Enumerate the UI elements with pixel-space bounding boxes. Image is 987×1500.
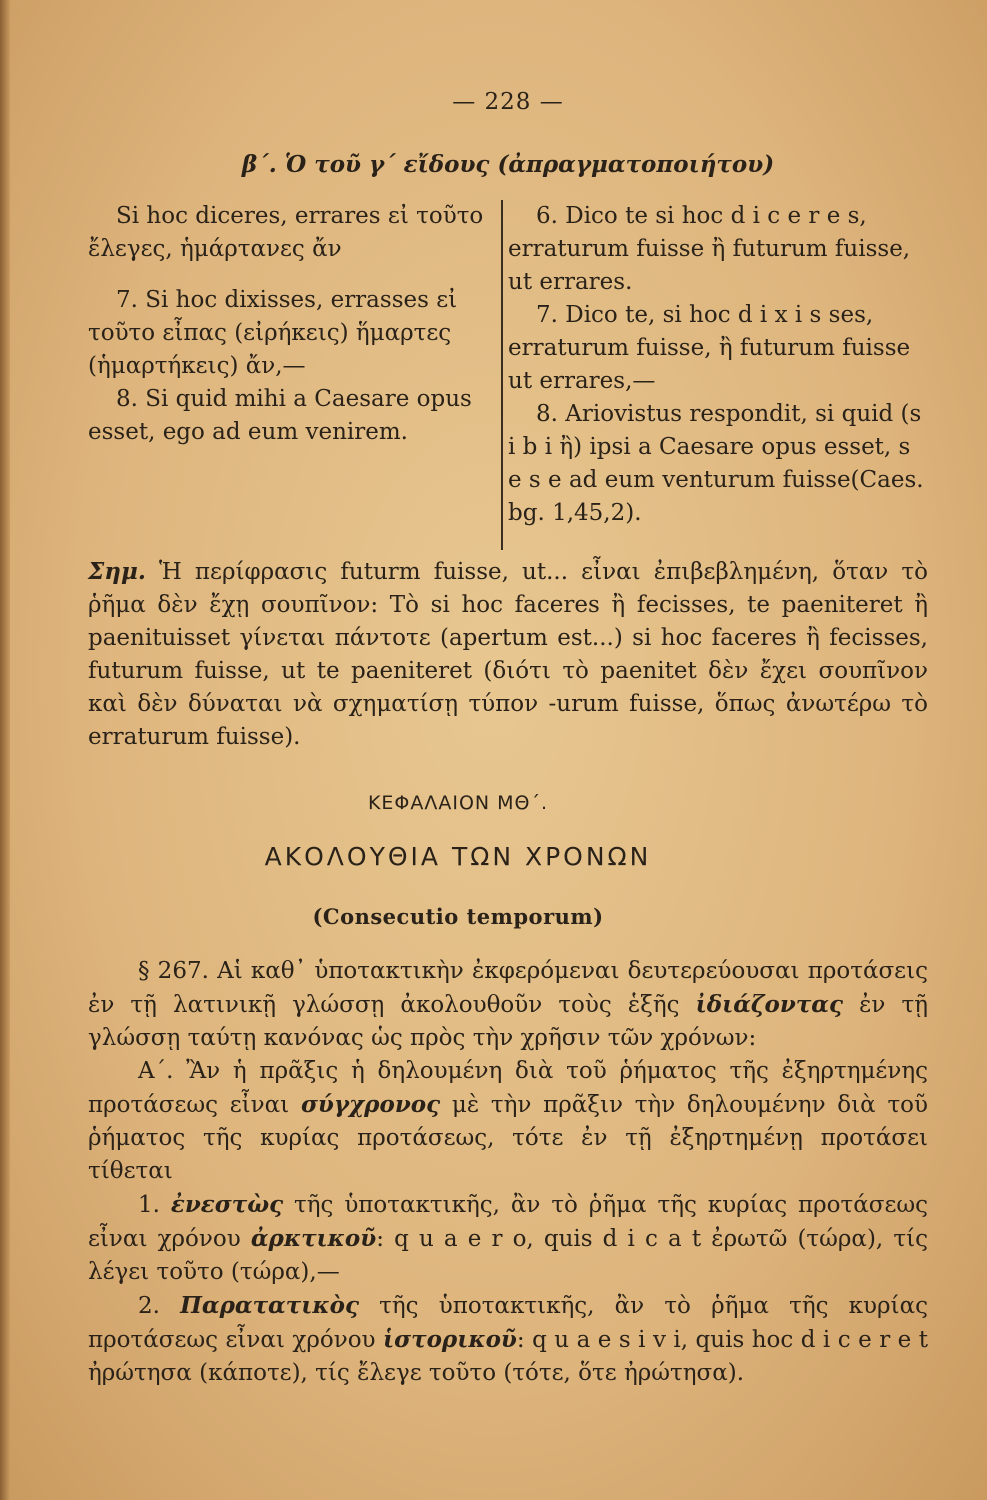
right-example-1: 6. Dico te si hoc d i c e r e s, erraturum fuisse ἢ futurum fuisse, ut errares. [508, 203, 911, 295]
p1-text-b: ἐν τῇ γλώσσῃ ταύτῃ κανόνας ὡς πρὸς τὴν χρῆσιν τῶν χρόνων: [88, 992, 928, 1051]
section-title: β΄. Ὁ τοῦ γ΄ εἴδους (ἀπραγματοποιήτου) [241, 151, 775, 178]
p4-text-a: τῆς ὑποτακτικῆς, ἂν τὸ ῥῆμα τῆς κυρίας προτάσεως εἶναι χρόνου [88, 1293, 928, 1353]
page-number: — 228 — [452, 89, 564, 115]
left-example-3: 8. Si quid mihi a Caesare opus esset, ego ad eum venirem. [88, 386, 472, 445]
page-edge-shadow [0, 0, 10, 1500]
note-paragraph [88, 555, 928, 754]
paragraph-rule-1 [88, 1188, 928, 1289]
p4-number: 2. [138, 1293, 181, 1319]
p3-number: 1. [138, 1192, 171, 1218]
left-example-1: Si hoc diceres, errares εἰ τοῦτο ἔλεγες, ἡμάρτανες ἄν [88, 203, 484, 262]
p4-emphasis-2: ἱστορικοῦ [383, 1326, 517, 1353]
p3-emphasis-2: ἀρκτικοῦ [250, 1225, 377, 1252]
paragraph-rule-2 [88, 1289, 928, 1390]
right-example-2: 7. Dico te, si hoc d i x i s ses, erraturum fuisse, ἢ futurum fuisse ut errares,— [508, 302, 911, 394]
p2-text-a: Α΄. Ἂν ἡ πρᾶξις ἡ δηλουμένη διὰ τοῦ ῥήματος τῆς ἐξηρτημένης προτάσεως εἶναι [88, 1058, 928, 1118]
left-example-2: 7. Si hoc dixisses, errasses εἰ τοῦτο εἶπας (εἰρήκεις) ἥμαρτες (ἡμαρτήκεις) ἄν,— [88, 287, 458, 379]
p3-text-a: τῆς ὑποτακτικῆς, ἂν τὸ ῥῆμα τῆς κυρίας προτάσεως εἶναι χρόνου [88, 1192, 928, 1252]
chapter-label: ΚΕΦΑΛΑΙΟΝ ΜΘ΄. [367, 792, 549, 814]
chapter-heading: ΑΚΟΛΟΥΘΙΑ ΤΩΝ ΧΡΟΝΩΝ [264, 842, 652, 871]
left-column [88, 200, 493, 449]
body-text [88, 955, 928, 1390]
p4-text-b: : q u a e s i v i, quis hoc d i c e r e t ἠρώτησα (κάποτε), τίς ἔλεγε τοῦτο (τότε, ὅτε ἠρώτησα). [88, 1327, 928, 1386]
p1-emphasis: ἰδιάζοντας [695, 991, 843, 1018]
note-text: Ἡ περίφρασις futurm fuisse, ut... εἶναι ἐπιβεβλημένη, ὅταν τὸ ῥῆμα δὲν ἔχῃ σουπῖνον: Τὸ si hoc faceres ἢ fecisses, te paeniteret ἢ paenituisset γίνεται πάντοτε (apertum est...) si hoc faceres ἢ fecisses, futurum fuisse, ut te paeniteret (διότι τὸ paenitet δὲν ἔχει σουπῖνον καὶ δὲν δύναται νὰ σχηματίσῃ τύπον -urum fuisse, ὅπως ἀνωτέρω τὸ erraturum fuisse). [88, 559, 928, 750]
paragraph-267 [88, 955, 928, 1055]
p2-emphasis: σύγχρονος [300, 1091, 441, 1118]
p2-text-b: μὲ τὴν πρᾶξιν τὴν δηλουμένην διὰ τοῦ ῥήματος τῆς κυρίας προτάσεως, τότε ἐν τῇ ἐξηρτημένῃ προτάσει τίθεται [88, 1092, 928, 1184]
right-column [508, 200, 928, 530]
chapter-subheading: (Consecutio temporum) [312, 904, 604, 929]
right-example-3: 8. Ariovistus respondit, si quid (s i b i ἢ) ipsi a Caesare opus esset, s e s e ad eum venturum fuisse(Caes. bg. 1,45,2). [508, 401, 924, 526]
p4-emphasis-1: Παρατατικὸς [180, 1292, 359, 1319]
paragraph-rule-a [88, 1055, 928, 1188]
p3-text-b: : q u a e r o, quis d i c a t ἐρωτῶ (τώρα), τίς λέγει τοῦτο (τώρα),— [88, 1226, 928, 1285]
two-column-examples [88, 200, 928, 555]
note-label: Σημ. [88, 558, 146, 585]
p3-emphasis-1: ἐνεστὼς [170, 1191, 284, 1218]
p1-text-a: § 267. Αἱ καθ᾽ ὑποτακτικὴν ἐκφερόμεναι δευτερεύουσαι προτάσεις ἐν τῇ λατινικῇ γλώσσῃ ἀκολουθοῦν τοὺς ἑξῆς [88, 958, 928, 1018]
column-divider [501, 200, 503, 550]
